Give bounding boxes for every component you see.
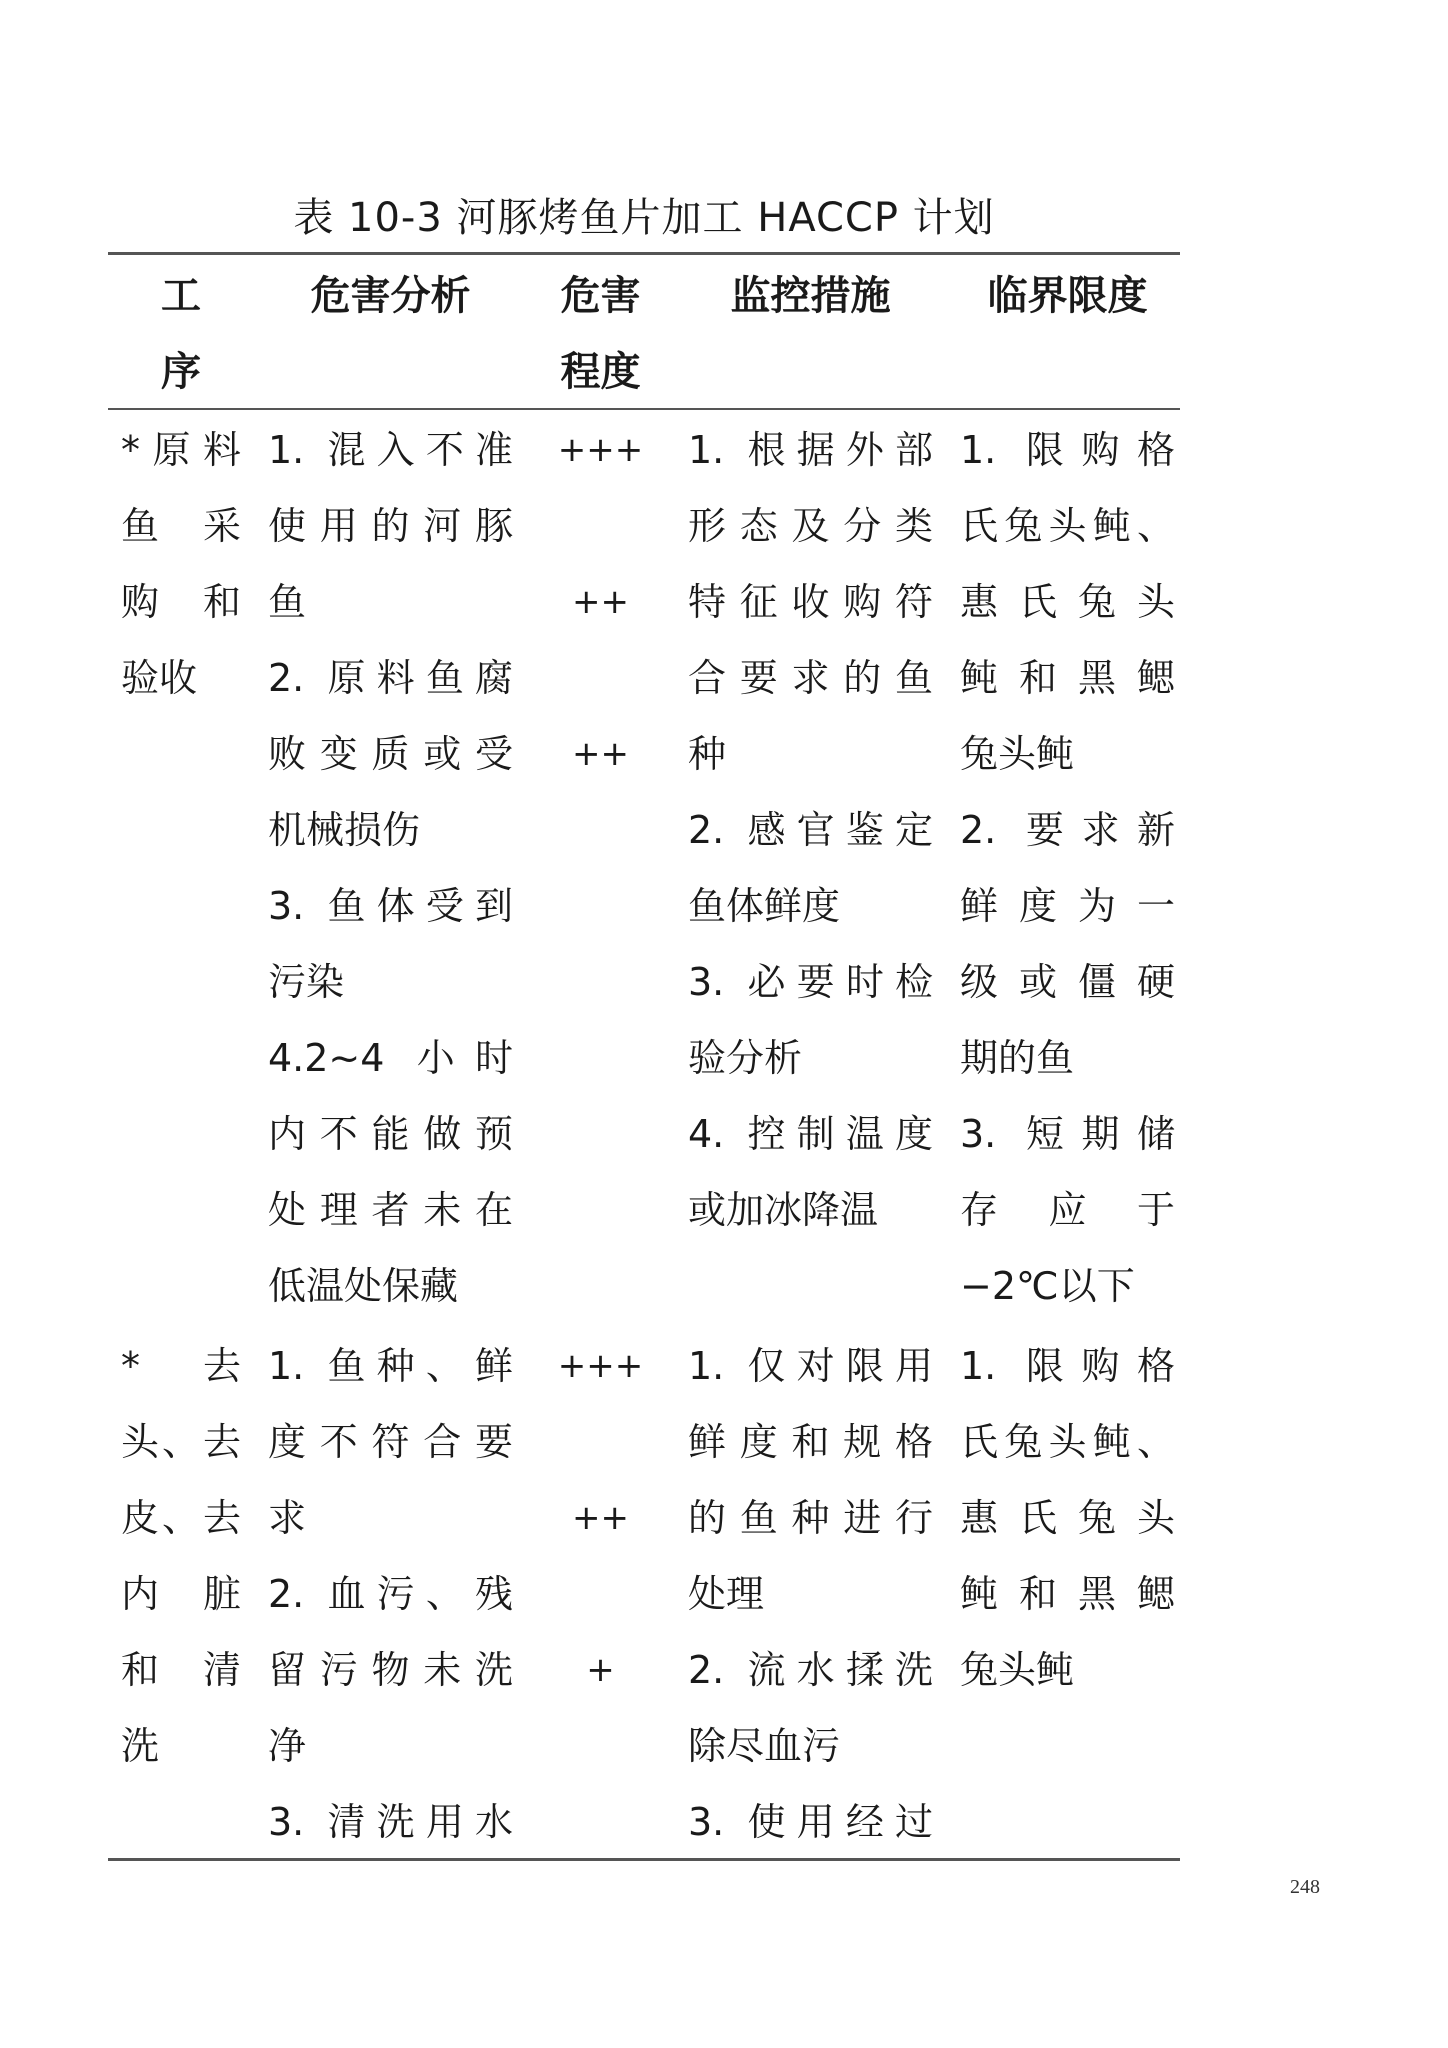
cell-critical-limit [960, 412, 1175, 1324]
cell-line [548, 640, 653, 716]
cell-line: 内 脏 [121, 1572, 241, 1616]
cell-line: 惠 氏 兔 头 [960, 1496, 1175, 1540]
cell-line: 验分析 [688, 1036, 803, 1080]
cell-line [548, 1404, 653, 1480]
cell-line: ++ [572, 734, 629, 774]
cell-critical-limit [960, 1328, 1175, 1708]
cell-line: 洗 [121, 1724, 160, 1768]
cell-line: 3. 使用经过 [688, 1800, 933, 1844]
header-hazard-analysis [268, 258, 513, 334]
table-top-rule [108, 252, 1180, 255]
cell-hazard-analysis [268, 412, 513, 1324]
cell-line: 3. 鱼体受到 [268, 884, 513, 928]
header-monitoring [688, 258, 933, 334]
header-process-line-2: 序 [161, 349, 201, 395]
cell-line: 兔头鲀 [960, 732, 1075, 776]
header-hazard-level-line-2: 程度 [560, 349, 641, 395]
cell-line: −2℃以下 [960, 1264, 1135, 1308]
cell-line: 4.2~4 小时 [268, 1036, 513, 1080]
header-hazard-level [548, 258, 653, 410]
page-number: 248 [1290, 1876, 1320, 1898]
cell-line [548, 1556, 653, 1632]
table-bottom-rule [108, 1858, 1180, 1861]
cell-process [121, 412, 241, 716]
cell-line: 惠 氏 兔 头 [960, 580, 1175, 624]
cell-line: 处理 [688, 1572, 765, 1616]
cell-line: 氏兔头鲀、 [960, 504, 1175, 548]
header-monitoring-line-1: 监控措施 [730, 273, 891, 319]
cell-line: 使用的河豚 [268, 504, 513, 548]
header-critical-limit [960, 258, 1175, 334]
cell-line: 2. 血污、残 [268, 1572, 513, 1616]
cell-hazard-level [548, 1328, 653, 1708]
cell-line: 2. 原料鱼腐 [268, 656, 513, 700]
cell-line: 鱼 [268, 580, 307, 624]
cell-line: 1. 限购格 [960, 1344, 1175, 1388]
cell-line: 3. 必要时检 [688, 960, 933, 1004]
cell-line: 求 [268, 1496, 307, 1540]
cell-line: 购 和 [121, 580, 241, 624]
cell-line: +++ [557, 430, 644, 470]
cell-line: 污染 [268, 960, 345, 1004]
cell-line: *原料 [121, 428, 241, 472]
cell-line: 合要求的鱼 [688, 656, 933, 700]
header-critical-limit-line-1: 临界限度 [987, 273, 1148, 319]
cell-line: 处理者未在 [268, 1188, 513, 1232]
cell-line: 验收 [121, 656, 198, 700]
header-hazard-level-line-1: 危害 [560, 273, 641, 319]
cell-process [121, 1328, 241, 1784]
cell-line: 鲜度和规格 [688, 1420, 933, 1464]
cell-line: 形态及分类 [688, 504, 933, 548]
cell-monitoring [688, 412, 933, 1248]
cell-line: 和 清 [121, 1648, 241, 1692]
cell-line: 1. 鱼种、鲜 [268, 1344, 513, 1388]
cell-line: 鲀 和 黑 鳃 [960, 1572, 1175, 1616]
cell-line: 头、去 [121, 1420, 241, 1464]
cell-line: 氏兔头鲀、 [960, 1420, 1175, 1464]
cell-hazard-analysis [268, 1328, 513, 1860]
cell-line: 度不符合要 [268, 1420, 513, 1464]
header-hazard-analysis-line-1: 危害分析 [310, 273, 471, 319]
cell-line: + [586, 1650, 615, 1690]
cell-line: 1. 混入不准 [268, 428, 513, 472]
table-header-rule [108, 408, 1180, 410]
cell-line: 1. 仅对限用 [688, 1344, 933, 1388]
cell-line: +++ [557, 1346, 644, 1386]
cell-line: 2. 感官鉴定 [688, 808, 933, 852]
cell-line: * 去 [121, 1344, 241, 1388]
cell-line: 3. 清洗用水 [268, 1800, 513, 1844]
cell-line: 4. 控制温度 [688, 1112, 933, 1156]
cell-line: ++ [572, 582, 629, 622]
cell-line [548, 488, 653, 564]
cell-line: 净 [268, 1724, 307, 1768]
cell-line: 级 或 僵 硬 [960, 960, 1175, 1004]
cell-hazard-level [548, 412, 653, 792]
cell-line: 机械损伤 [268, 808, 421, 852]
cell-line: ++ [572, 1498, 629, 1538]
cell-line: 低温处保藏 [268, 1264, 459, 1308]
cell-line: 种 [688, 732, 727, 776]
cell-line: 2. 要求新 [960, 808, 1175, 852]
table-title: 表 10-3 河豚烤鱼片加工 HACCP 计划 [293, 195, 995, 241]
cell-monitoring [688, 1328, 933, 1860]
cell-line: 留污物未洗 [268, 1648, 513, 1692]
cell-line: 1. 限购格 [960, 428, 1175, 472]
cell-line: 期的鱼 [960, 1036, 1075, 1080]
cell-line: 鲜 度 为 一 [960, 884, 1175, 928]
cell-line: 皮、去 [121, 1496, 241, 1540]
cell-line: 特征收购符 [688, 580, 933, 624]
cell-line: 存 应 于 [960, 1188, 1175, 1232]
cell-line: 或加冰降温 [688, 1188, 879, 1232]
cell-line: 兔头鲀 [960, 1648, 1075, 1692]
header-process [121, 258, 241, 410]
cell-line: 内不能做预 [268, 1112, 513, 1156]
cell-line: 鱼 采 [121, 504, 241, 548]
cell-line: 鱼体鲜度 [688, 884, 841, 928]
cell-line: 除尽血污 [688, 1724, 841, 1768]
cell-line: 3. 短期储 [960, 1112, 1175, 1156]
cell-line: 2. 流水揉洗 [688, 1648, 933, 1692]
header-process-line-1: 工 [161, 273, 201, 319]
cell-line: 1. 根据外部 [688, 428, 933, 472]
cell-line: 的鱼种进行 [688, 1496, 933, 1540]
cell-line: 鲀 和 黑 鳃 [960, 656, 1175, 700]
cell-line: 败变质或受 [268, 732, 513, 776]
